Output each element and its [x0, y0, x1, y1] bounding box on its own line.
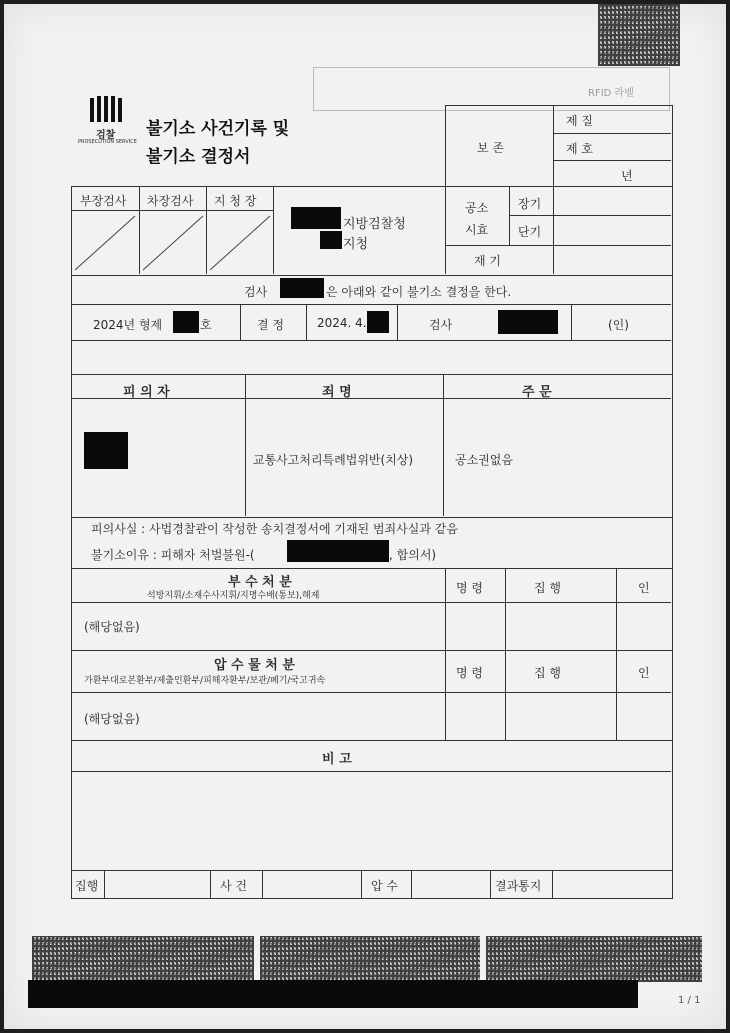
order-text: 공소권없음 — [455, 453, 513, 467]
prosecutor-label: 검사 — [429, 318, 453, 332]
footer-seized: 압 수 — [371, 879, 398, 893]
doc-title-line2: 불기소 결정서 — [146, 147, 251, 167]
redaction — [280, 278, 324, 298]
redaction-bar — [28, 980, 638, 1008]
document-page — [4, 4, 726, 1029]
decision-statement: 은 아래와 같이 불기소 결정을 한다. — [326, 285, 512, 299]
preservation-label: 보 존 — [477, 141, 504, 155]
security-pattern — [260, 936, 480, 982]
approval-head-2: 차장검사 — [147, 194, 194, 208]
col-suspect: 피 의 자 — [123, 385, 170, 400]
prosecution-logo — [90, 96, 124, 124]
seized-block — [71, 650, 673, 741]
ancillary-exec: 집 행 — [534, 581, 561, 595]
ancillary-order: 명 령 — [456, 581, 483, 595]
statute-label-2: 시효 — [465, 223, 489, 237]
logo-subtext: PROSECUTION SERVICE — [78, 139, 137, 145]
branch-name: 지청 — [343, 237, 369, 252]
redaction — [320, 231, 342, 249]
statute-re: 재 기 — [474, 254, 501, 268]
redaction — [291, 207, 341, 229]
ancillary-sub: 석방지휘/소재수사지휘/지명수배(통보),해제 — [147, 591, 320, 601]
decided-date: 2024. 4. — [317, 316, 367, 330]
approval-head-1: 부장검사 — [80, 194, 127, 208]
security-pattern — [598, 4, 680, 66]
logo-icon — [90, 96, 124, 124]
footer-notice: 결과통지 — [495, 879, 542, 893]
ancillary-none: (해당없음) — [84, 620, 140, 634]
logo-text: 검찰 — [96, 130, 116, 141]
doc-title-line1: 불기소 사건기록 및 — [146, 119, 290, 139]
ancillary-block — [71, 568, 673, 651]
footer-case: 사 건 — [220, 879, 247, 893]
facts-line1: 피의사실 : 사법경찰관이 작성한 송치결정서에 기재된 범죄사실과 같음 — [91, 522, 458, 536]
col-order: 주 문 — [522, 385, 552, 400]
office-name: 지방검찰청 — [343, 217, 406, 232]
seized-sign: 인 — [638, 666, 650, 680]
ancillary-sign: 인 — [638, 581, 650, 595]
charge-text: 교통사고처리특례법위반(치상) — [253, 453, 414, 467]
case-number-suffix: 호 — [200, 318, 212, 332]
redaction — [84, 432, 128, 469]
statute-short: 단기 — [518, 225, 542, 239]
security-pattern — [486, 936, 702, 982]
redaction — [173, 311, 199, 333]
remarks-block — [71, 740, 673, 871]
ancillary-title: 부 수 처 분 — [228, 575, 292, 590]
seized-exec: 집 행 — [534, 666, 561, 680]
seized-order: 명 령 — [456, 666, 483, 680]
case-number-prefix: 2024년 형제 — [93, 318, 163, 332]
seized-none: (해당없음) — [84, 712, 140, 726]
rfid-label: RFID 라벨 — [588, 88, 634, 99]
statute-label-1: 공소 — [465, 201, 489, 215]
decision-prefix: 검사 — [244, 285, 268, 299]
facts-line2-prefix: 불기소이유 : 피해자 처벌불원-( — [91, 548, 255, 562]
facts-line2-suffix: , 합의서) — [389, 548, 437, 562]
approval-empty-marks — [71, 210, 274, 274]
seized-sub: 가환부대로본환부/제출인환부/피해자환부/보관/폐기/국고귀속 — [84, 676, 326, 686]
col-charge: 죄 명 — [322, 385, 352, 400]
decided-label: 결 정 — [257, 318, 284, 332]
preservation-number: 제 호 — [566, 142, 593, 156]
approval-head-3: 지 청 장 — [214, 194, 257, 208]
footer-exec: 집행 — [75, 879, 99, 893]
page-indicator: 1 / 1 — [678, 995, 701, 1006]
prosecutor-seal: (인) — [608, 318, 629, 332]
remarks-title: 비 고 — [322, 752, 352, 767]
redaction — [367, 311, 389, 333]
preservation-year: 년 — [621, 169, 633, 183]
redaction — [498, 310, 558, 334]
seized-title: 압 수 물 처 분 — [214, 658, 295, 673]
statute-long: 장기 — [518, 197, 542, 211]
security-pattern — [32, 936, 254, 982]
redaction — [287, 540, 389, 562]
preservation-volume: 제 질 — [566, 114, 593, 128]
